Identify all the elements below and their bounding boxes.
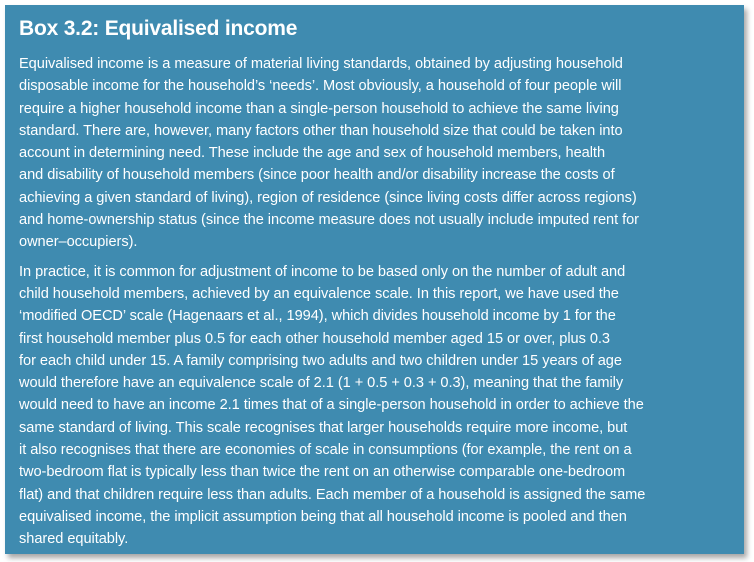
paragraph-line: equivalised income, the implicit assumption being that all household income is pooled and then xyxy=(19,508,627,525)
paragraph-line: In practice, it is common for adjustment of income to be based only on the number of adult and xyxy=(19,263,626,280)
paragraph-line: owner–occupiers). xyxy=(19,234,138,251)
paragraph-line: would need to have an income 2.1 times that of a single-person household in order to achieve the xyxy=(19,397,644,414)
paragraph-line: shared equitably. xyxy=(19,531,129,548)
paragraph-line: require a higher household income than a single-person household to achieve the same living xyxy=(19,100,619,117)
paragraph-2 xyxy=(19,261,729,551)
paragraph-line: two-bedroom flat is typically less than twice the rent on an otherwise comparable one-bedroom xyxy=(19,464,626,481)
paragraph-line: child household members, achieved by an equivalence scale. In this report, we have used the xyxy=(19,285,619,302)
paragraph-line: standard. There are, however, many factors other than household size that could be taken into xyxy=(19,122,623,139)
box-title: Box 3.2: Equivalised income xyxy=(19,17,298,40)
paragraph-line: flat) and that children require less than adults. Each member of a household is assigned the same xyxy=(19,486,646,503)
paragraph-line: ‘modified OECD’ scale (Hagenaars et al., 1994), which divides household income by 1 for the xyxy=(19,308,616,325)
paragraph-line: it also recognises that there are economies of scale in consumptions (for example, the rent on a xyxy=(19,442,632,459)
paragraph-line: first household member plus 0.5 for each other household member aged 15 or over, plus 0.3 xyxy=(19,330,611,347)
paragraph-line: and disability of household members (since poor health and/or disability increase the costs of xyxy=(19,167,615,184)
paragraph-line: and home-ownership status (since the income measure does not usually include imputed rent for xyxy=(19,212,639,229)
paragraph-line: account in determining need. These include the age and sex of household members, health xyxy=(19,145,606,162)
paragraph-line: same standard of living. This scale recognises that larger households require more income, but xyxy=(19,419,628,436)
paragraph-line: for each child under 15. A family comprising two adults and two children under 15 years of age xyxy=(19,352,622,369)
paragraph-1 xyxy=(19,53,729,254)
paragraph-line: disposable income for the household’s ‘needs’. Most obviously, a household of four people will xyxy=(19,78,622,95)
paragraph-line: Equivalised income is a measure of material living standards, obtained by adjusting household xyxy=(19,56,623,72)
paragraph-line: achieving a given standard of living), region of residence (since living costs differ across regions) xyxy=(19,189,637,206)
paragraph-line: would therefore have an equivalence scale of 2.1 (1 + 0.5 + 0.3 + 0.3), meaning that the family xyxy=(19,375,624,392)
info-box xyxy=(5,5,744,554)
